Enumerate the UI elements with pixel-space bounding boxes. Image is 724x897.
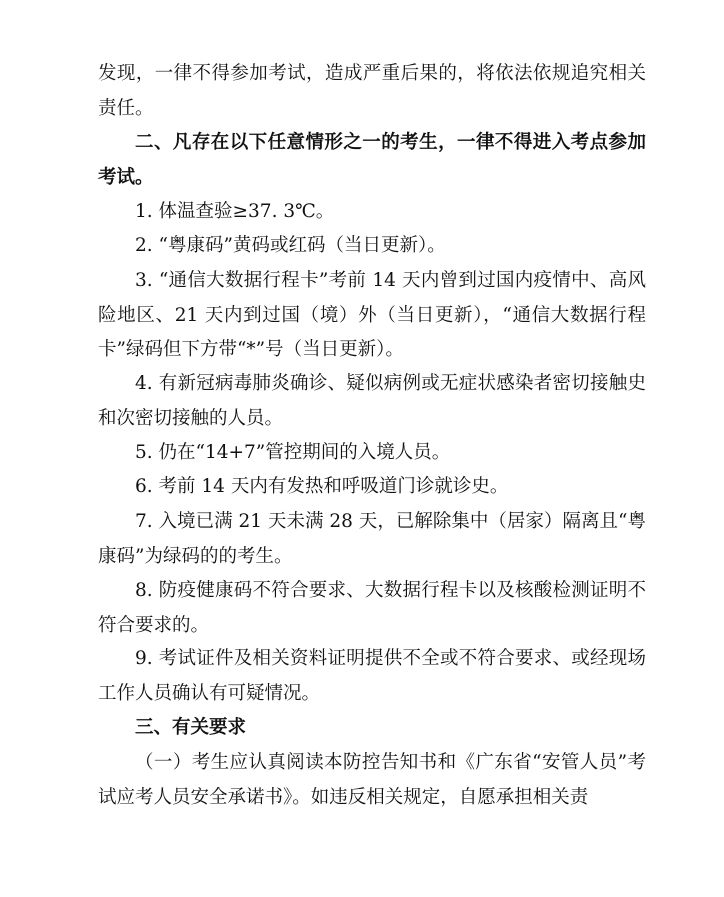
list-item-4: 4. 有新冠病毒肺炎确诊、疑似病例或无症状感染者密切接触史和次密切接触的人员。 [98,373,646,429]
list-item-9: 9. 考试证件及相关资料证明提供不全或不符合要求、或经现场工作人员确认有可疑情况。 [98,648,646,704]
list-item-1: 1. 体温查验≥37. 3℃。 [135,201,335,222]
list-item-5: 5. 仍在“14+7”管控期间的入境人员。 [135,442,451,463]
list-item-7: 7. 入境已满 21 天未满 28 天，已解除集中（居家）隔离且“粤康码”为绿码的的考生。 [98,511,646,567]
paragraph-continuation: 发现，一律不得参加考试，造成严重后果的，将依法依规追究相关责任。 [98,63,646,119]
section-heading-2: 二、凡存在以下任意情形之一的考生，一律不得进入考点参加考试。 [98,132,646,188]
list-item-8: 8. 防疫健康码不符合要求、大数据行程卡以及核酸检测证明不符合要求的。 [98,580,646,636]
section-heading-3: 三、有关要求 [135,717,247,738]
requirement-item-1: （一）考生应认真阅读本防控告知书和《广东省“安管人员”考试应考人员安全承诺书》。如违反相关规定，自愿承担相关责 [98,752,646,808]
list-item-6: 6. 考前 14 天内有发热和呼吸道门诊就诊史。 [135,476,509,497]
list-item-2: 2. “粤康码”黄码或红码（当日更新）。 [135,235,446,256]
list-item-3: 3. “通信大数据行程卡”考前 14 天内曾到过国内疫情中、高风险地区、21 天内到过国（境）外（当日更新），“通信大数据行程卡”绿码但下方带“*”号（当日更新）。 [98,270,646,360]
